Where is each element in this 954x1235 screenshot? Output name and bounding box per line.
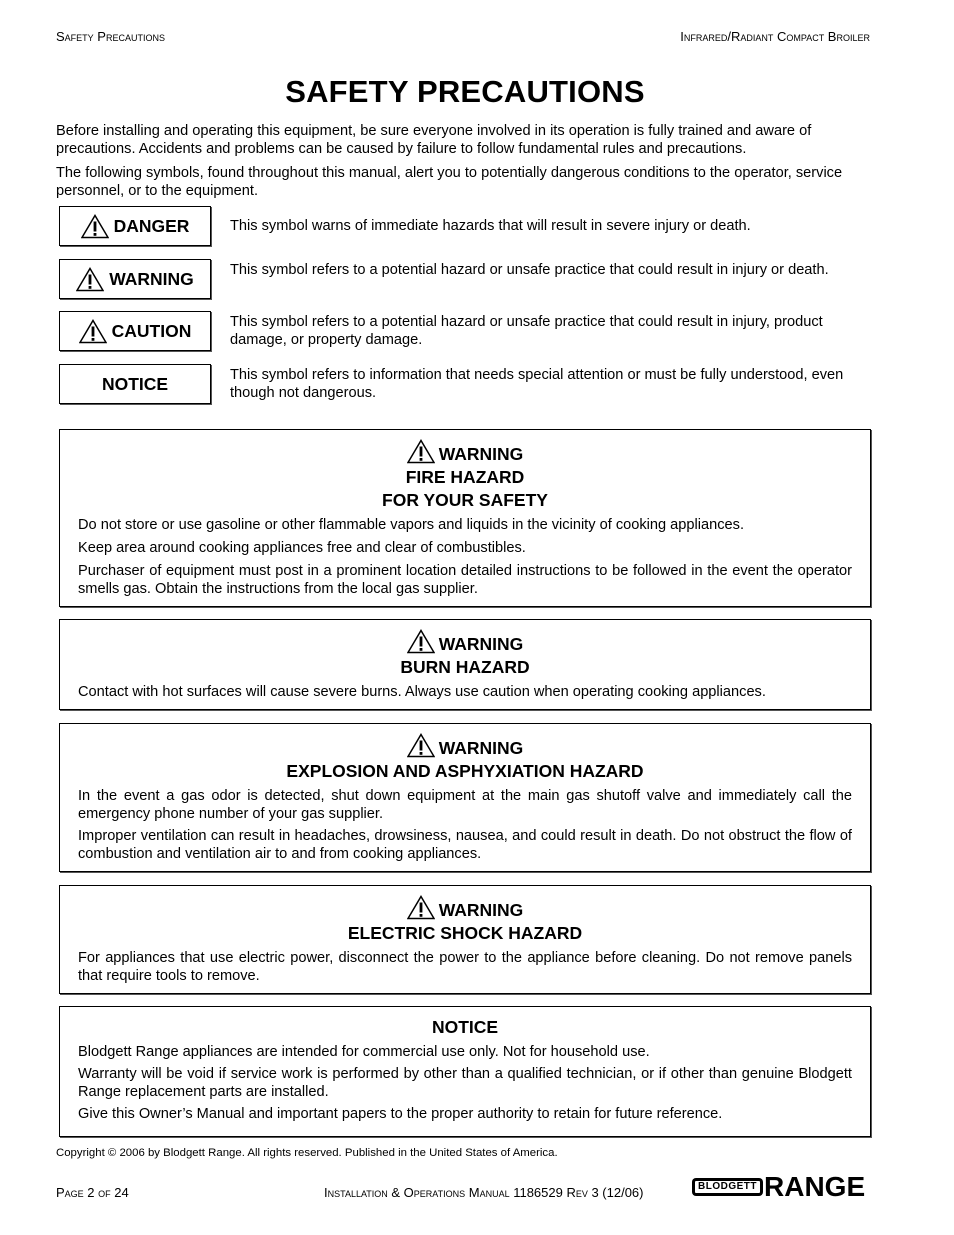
danger-description: This symbol warns of immediate hazards that will result in severe injury or death.: [230, 218, 751, 234]
warning-triangle-icon: [407, 733, 435, 758]
panel-subheading: ELECTRIC SHOCK HAZARD: [347, 923, 583, 943]
panel-subheading: FIRE HAZARD: [405, 467, 525, 487]
warning-triangle-icon: [407, 439, 435, 464]
panel-paragraph: Do not store or use gasoline or other flammable vapors and liquids in the vicinity of cooking appliances.: [78, 517, 745, 533]
panel-heading-label: WARNING: [438, 634, 524, 654]
caution-symbol-box: [59, 311, 211, 351]
warning-symbol-box: [59, 259, 211, 299]
panel-paragraph: For appliances that use electric power, disconnect the power to the appliance before cleaning. Do not remove panels that require tools to remove.: [78, 950, 852, 984]
panel-paragraph: Keep area around cooking appliances free and clear of combustibles.: [78, 540, 526, 556]
panel-paragraph: Purchaser of equipment must post in a prominent location detailed instructions to be followed in the event the operator smells gas. Obtain the instructions from the local gas supplier.: [78, 563, 852, 597]
intro-paragraph-1: Before installing and operating this equipment, be sure everyone involved in its operation is fully trained and aware of precautions. Accidents and problems can be caused by failure to follow fundamental rules and precautions.: [56, 123, 812, 157]
burn-hazard-panel: [59, 619, 871, 710]
notice-label: NOTICE: [101, 373, 169, 394]
danger-label: DANGER: [113, 215, 190, 236]
electric-shock-panel: [59, 885, 871, 994]
warning-triangle-icon: [407, 895, 435, 920]
warning-triangle-icon: [79, 319, 107, 344]
panel-subheading: FOR YOUR SAFETY: [382, 490, 548, 510]
danger-symbol-box: [59, 206, 211, 246]
panel-subheading: BURN HAZARD: [400, 657, 530, 677]
copyright-notice: Copyright © 2006 by Blodgett Range. All rights reserved. Published in the United States of America.: [56, 1147, 558, 1159]
symbol-row-notice: [59, 364, 871, 404]
page-title: SAFETY PRECAUTIONS: [285, 74, 645, 109]
logo-blodgett-badge: BLODGETT: [693, 1179, 762, 1195]
notice-description: This symbol refers to information that needs special attention or must be fully understood, even though not dangerous.: [230, 367, 844, 401]
notice-symbol-box: [59, 364, 211, 404]
page-number: Page 2 of 24: [56, 1185, 129, 1200]
panel-paragraph: In the event a gas odor is detected, shut down equipment at the main gas shutoff valve and immediately call the emergency phone number of your gas supplier.: [78, 788, 852, 822]
panel-heading: NOTICE: [431, 1017, 499, 1037]
symbol-row-danger: [59, 206, 871, 246]
panel-heading-label: WARNING: [438, 738, 524, 758]
panel-heading: [60, 733, 870, 760]
blodgett-range-logo: [693, 1172, 865, 1202]
panel-paragraph: Give this Owner’s Manual and important papers to the proper authority to retain for future reference.: [78, 1106, 723, 1122]
panel-heading: [60, 629, 870, 656]
panel-paragraph: Blodgett Range appliances are intended for commercial use only. Not for household use.: [78, 1044, 650, 1060]
caution-label: CAUTION: [111, 320, 192, 341]
running-header-right: Infrared/Radiant Compact Broiler: [680, 29, 870, 44]
panel-heading: [60, 895, 870, 922]
running-header-left: Safety Precautions: [56, 29, 165, 44]
intro-paragraph-2: The following symbols, found throughout this manual, alert you to potentially dangerous conditions to the operator, service personnel, or to the equipment.: [56, 165, 843, 199]
notice-panel: [59, 1006, 871, 1137]
warning-triangle-icon: [407, 629, 435, 654]
fire-hazard-panel: [59, 429, 871, 607]
warning-triangle-icon: [76, 267, 104, 292]
explosion-hazard-panel: [59, 723, 871, 872]
warning-description: This symbol refers to a potential hazard or unsafe practice that could result in injury or death.: [230, 262, 829, 278]
panel-heading-label: WARNING: [438, 900, 524, 920]
panel-subheading: EXPLOSION AND ASPHYXIATION HAZARD: [286, 761, 644, 781]
panel-paragraph: Improper ventilation can result in headaches, drowsiness, nausea, and could result in death. Do not obstruct the flow of combustion and ventilation air to and from cooking appliances.: [78, 828, 852, 862]
caution-description: This symbol refers to a potential hazard or unsafe practice that could result in injury, product damage, or property damage.: [230, 314, 823, 348]
warning-label: WARNING: [109, 268, 194, 289]
panel-heading: [60, 439, 870, 466]
logo-range-word: RANGE: [764, 1171, 866, 1202]
manual-info: Installation & Operations Manual 1186529 Rev 3 (12/06): [324, 1185, 644, 1200]
symbol-row-warning: [59, 259, 871, 299]
panel-paragraph: Contact with hot surfaces will cause severe burns. Always use caution when operating cooking appliances.: [78, 684, 766, 700]
warning-triangle-icon: [81, 214, 109, 239]
panel-paragraph: Warranty will be void if service work is performed by other than a qualified technician, or if other than genuine Blodgett Range replacement parts are installed.: [78, 1066, 852, 1100]
symbol-row-caution: [59, 311, 871, 351]
panel-heading-label: WARNING: [438, 444, 524, 464]
